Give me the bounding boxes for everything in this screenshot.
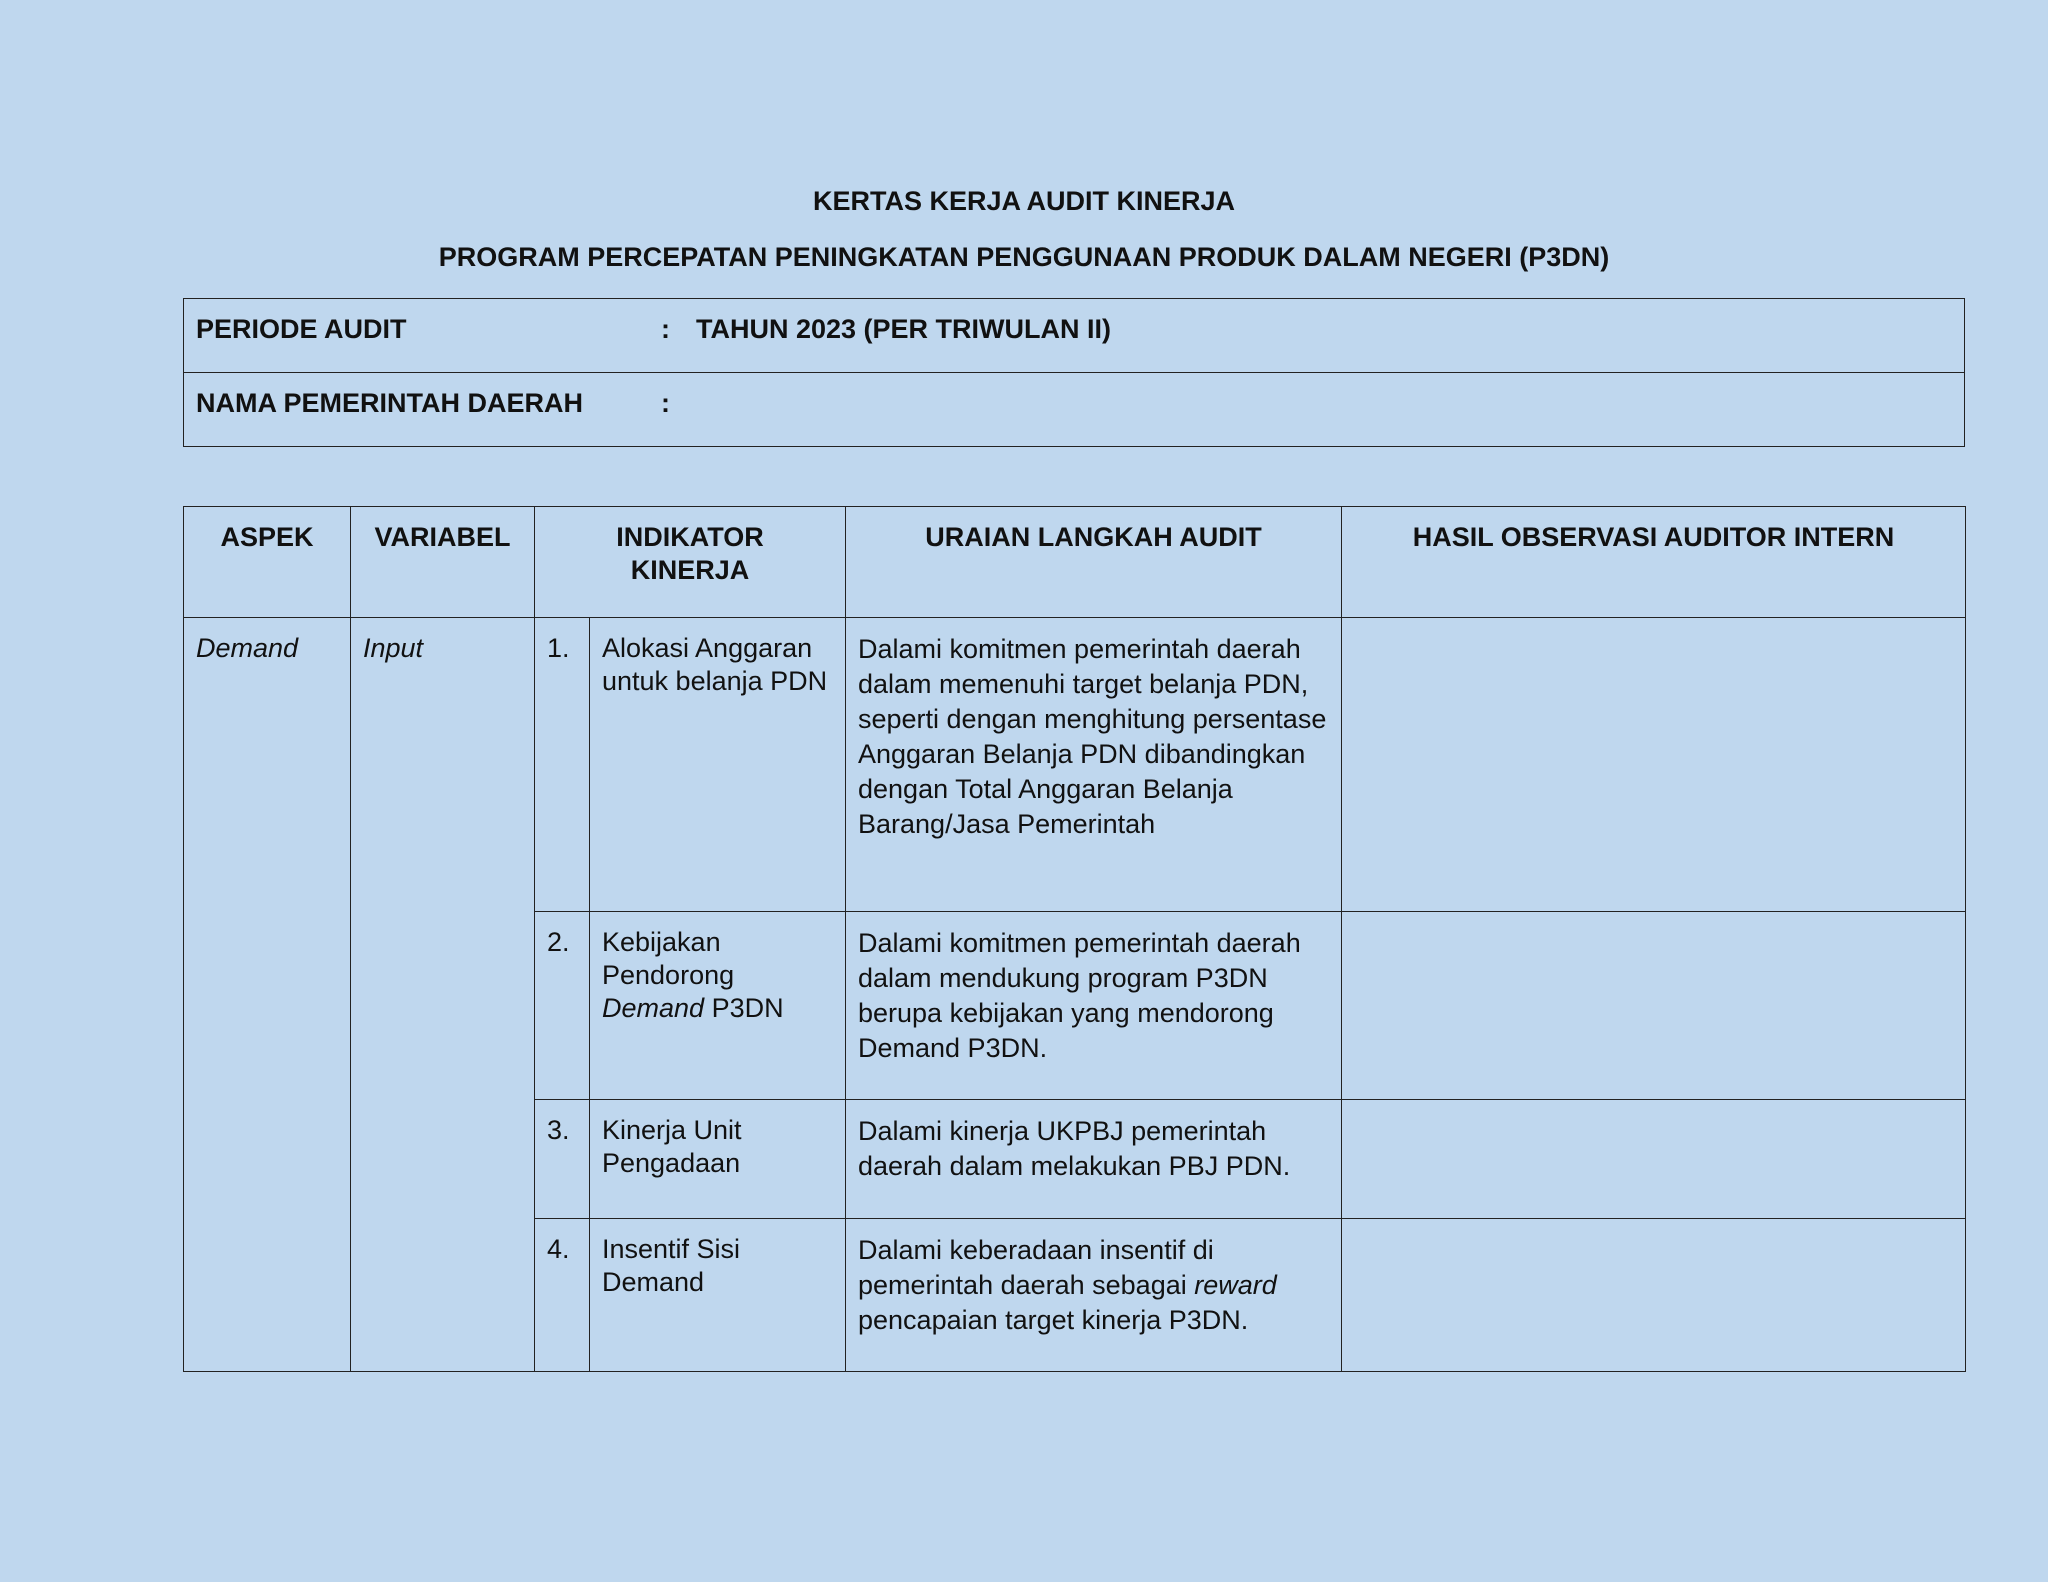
row-number: 2. <box>535 912 590 1100</box>
row-number: 4. <box>535 1219 590 1372</box>
document-title: KERTAS KERJA AUDIT KINERJA <box>812 186 1236 216</box>
uraian-cell <box>846 912 1342 1100</box>
hasil-cell[interactable] <box>1342 1219 1966 1372</box>
audit-table <box>183 506 1966 1372</box>
period-cell <box>184 299 1965 373</box>
region-cell <box>184 373 1965 447</box>
uraian-cell <box>846 1219 1342 1372</box>
row-number: 1. <box>535 618 590 912</box>
header-aspek: ASPEK <box>184 507 351 618</box>
region-row <box>184 373 1965 447</box>
hasil-cell[interactable] <box>1342 1100 1966 1219</box>
uraian-text-em: reward <box>1194 1270 1277 1300</box>
uraian-text: Dalami komitmen pemerintah daerah dalam mendukung program P3DN berupa kebijakan yang mendorong Demand P3DN. <box>858 928 1301 1063</box>
uraian-cell <box>846 618 1342 912</box>
audit-info-table <box>183 298 1965 447</box>
period-value: TAHUN 2023 (PER TRIWULAN II) <box>696 314 1112 344</box>
table-header-row <box>184 507 1966 618</box>
row-number: 3. <box>535 1100 590 1219</box>
indikator-text-post: P3DN <box>704 993 784 1023</box>
indikator-text-pre: Kebijakan Pendorong <box>602 927 735 990</box>
period-label: PERIODE AUDIT <box>196 314 407 344</box>
indikator-cell: Insentif Sisi Demand <box>590 1219 846 1372</box>
indikator-cell: Alokasi Anggaran untuk belanja PDN <box>590 618 846 912</box>
region-value <box>696 390 1952 417</box>
table-row <box>184 618 1966 912</box>
hasil-cell[interactable] <box>1342 618 1966 912</box>
header-indikator <box>535 507 846 618</box>
hasil-cell[interactable] <box>1342 912 1966 1100</box>
uraian-text <box>858 1233 1329 1338</box>
header-indikator-line2: KINERJA <box>630 555 750 585</box>
uraian-text-pre: Dalami keberadaan insentif di pemerintah daerah sebagai <box>858 1235 1214 1300</box>
uraian-text-post: pencapaian target kinerja P3DN. <box>858 1305 1249 1335</box>
indikator-cell <box>590 912 846 1100</box>
period-row <box>184 299 1965 373</box>
document-subtitle: PROGRAM PERCEPATAN PENINGKATAN PENGGUNAAN PRODUK DALAM NEGERI (P3DN) <box>438 242 1610 272</box>
region-label: NAMA PEMERINTAH DAERAH <box>196 388 583 418</box>
aspek-cell: Demand <box>184 618 351 1372</box>
variabel-cell: Input <box>351 618 535 1372</box>
header-indikator-line1: INDIKATOR <box>616 522 764 552</box>
uraian-text: Dalami kinerja UKPBJ pemerintah daerah dalam melakukan PBJ PDN. <box>858 1116 1291 1181</box>
indikator-cell: Kinerja Unit Pengadaan <box>590 1100 846 1219</box>
uraian-cell <box>846 1100 1342 1219</box>
region-colon: : <box>661 388 670 418</box>
header-uraian: URAIAN LANGKAH AUDIT <box>846 507 1342 618</box>
uraian-text: Dalami komitmen pemerintah daerah dalam memenuhi target belanja PDN, seperti dengan menghitung persentase Anggaran Belanja PDN dibandingkan dengan Total Anggaran Belanja Barang/Jasa Pemerintah <box>858 634 1327 839</box>
indikator-text-em: Demand <box>602 993 705 1023</box>
header-hasil: HASIL OBSERVASI AUDITOR INTERN <box>1342 507 1966 618</box>
header-variabel: VARIABEL <box>351 507 535 618</box>
period-colon: : <box>661 314 670 344</box>
